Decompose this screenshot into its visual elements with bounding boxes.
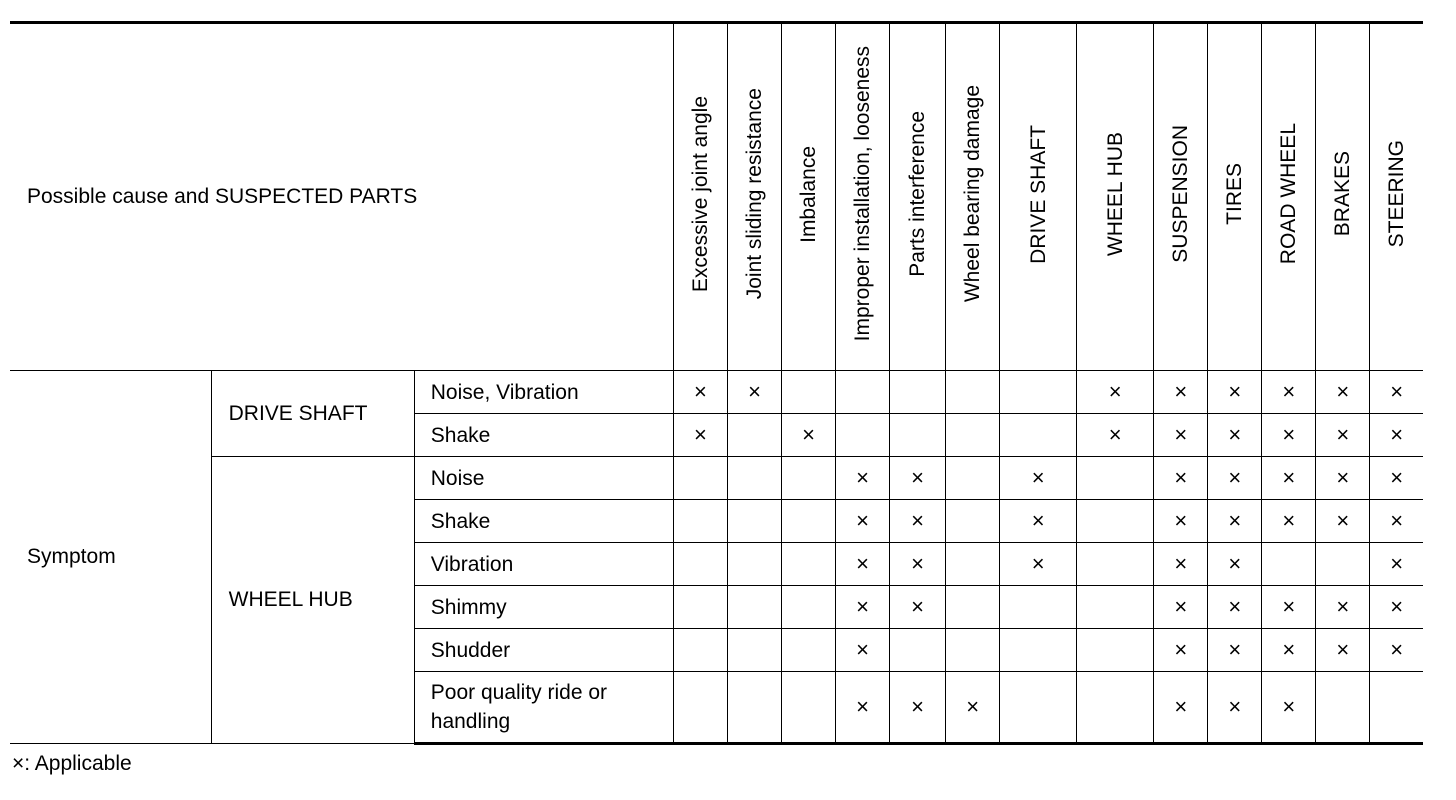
group-label-drive-shaft: DRIVE SHAFT <box>211 371 414 457</box>
applicable-mark: × <box>727 371 781 414</box>
applicable-mark: × <box>1208 543 1262 586</box>
applicable-mark: × <box>1262 371 1316 414</box>
applicable-mark: × <box>890 586 946 629</box>
table-header-title: Possible cause and SUSPECTED PARTS <box>10 23 673 371</box>
empty-cell <box>1000 371 1077 414</box>
column-header-wheel-bearing-damage <box>946 23 1000 371</box>
column-header-improper-installation-looseness <box>836 23 890 371</box>
empty-cell <box>1077 457 1154 500</box>
empty-cell <box>1316 543 1370 586</box>
applicable-mark: × <box>1077 371 1154 414</box>
applicable-mark: × <box>1154 371 1208 414</box>
empty-cell <box>1077 500 1154 543</box>
empty-cell <box>946 457 1000 500</box>
group-label-wheel-hub: WHEEL HUB <box>211 457 414 744</box>
empty-cell <box>673 500 727 543</box>
empty-cell <box>1077 543 1154 586</box>
applicable-mark: × <box>1154 543 1208 586</box>
applicable-mark: × <box>836 629 890 672</box>
applicable-mark: × <box>890 672 946 744</box>
empty-cell <box>946 500 1000 543</box>
applicable-mark: × <box>1370 629 1423 672</box>
column-header-label: SUSPENSION <box>1169 125 1193 263</box>
empty-cell <box>673 457 727 500</box>
empty-cell <box>727 414 781 457</box>
column-header-tires <box>1208 23 1262 371</box>
empty-cell <box>1077 586 1154 629</box>
applicable-mark: × <box>836 500 890 543</box>
empty-cell <box>673 629 727 672</box>
empty-cell <box>727 672 781 744</box>
empty-cell <box>836 414 890 457</box>
column-header-label: Joint sliding resistance <box>743 88 766 300</box>
column-header-label: DRIVE SHAFT <box>1026 124 1050 264</box>
table-row <box>10 457 1423 500</box>
column-header-road-wheel <box>1262 23 1316 371</box>
symptom-row-label: Shudder <box>414 629 673 672</box>
applicable-mark: × <box>1208 500 1262 543</box>
empty-cell <box>1077 672 1154 744</box>
column-header-joint-sliding-resistance <box>727 23 781 371</box>
column-header-suspension <box>1154 23 1208 371</box>
column-header-imbalance <box>782 23 836 371</box>
empty-cell <box>727 457 781 500</box>
applicable-mark: × <box>1316 457 1370 500</box>
applicable-mark: × <box>1370 500 1423 543</box>
applicable-mark: × <box>1000 543 1077 586</box>
applicable-mark: × <box>946 672 1000 744</box>
empty-cell <box>1000 629 1077 672</box>
column-header-steering <box>1370 23 1423 371</box>
applicable-mark: × <box>1262 414 1316 457</box>
empty-cell <box>1000 672 1077 744</box>
empty-cell <box>782 457 836 500</box>
symptom-row-label: Shake <box>414 414 673 457</box>
empty-cell <box>1316 672 1370 744</box>
column-header-wheel-hub <box>1077 23 1154 371</box>
applicable-mark: × <box>836 586 890 629</box>
applicable-mark: × <box>1370 371 1423 414</box>
empty-cell <box>946 543 1000 586</box>
applicable-mark: × <box>1208 629 1262 672</box>
empty-cell <box>836 371 890 414</box>
empty-cell <box>946 414 1000 457</box>
applicable-mark: × <box>1000 500 1077 543</box>
column-header-drive-shaft <box>1000 23 1077 371</box>
empty-cell <box>1000 414 1077 457</box>
applicable-mark: × <box>673 414 727 457</box>
empty-cell <box>727 586 781 629</box>
applicable-mark: × <box>1316 586 1370 629</box>
applicable-mark: × <box>1316 414 1370 457</box>
applicable-mark: × <box>1077 414 1154 457</box>
column-header-label: Parts interference <box>906 111 930 277</box>
applicable-mark: × <box>1370 414 1423 457</box>
applicable-mark: × <box>1370 543 1423 586</box>
column-header-label: Improper installation, looseness <box>851 46 875 342</box>
applicable-mark: × <box>1208 586 1262 629</box>
empty-cell <box>1077 629 1154 672</box>
column-header-label: WHEEL HUB <box>1103 131 1127 257</box>
applicable-mark: × <box>1000 457 1077 500</box>
applicable-mark: × <box>1262 629 1316 672</box>
column-header-label: ROAD WHEEL <box>1277 123 1301 265</box>
applicable-mark: × <box>1262 672 1316 744</box>
empty-cell <box>727 629 781 672</box>
symptom-row-label: Shimmy <box>414 586 673 629</box>
applicable-mark: × <box>1370 457 1423 500</box>
empty-cell <box>890 371 946 414</box>
column-header-label: TIRES <box>1223 163 1247 225</box>
applicable-mark: × <box>1154 586 1208 629</box>
applicable-mark: × <box>836 543 890 586</box>
footnote-legend: ×: Applicable <box>12 752 132 775</box>
applicable-mark: × <box>1208 414 1262 457</box>
empty-cell <box>946 629 1000 672</box>
applicable-mark: × <box>1316 629 1370 672</box>
applicable-mark: × <box>1154 414 1208 457</box>
empty-cell <box>946 586 1000 629</box>
symptom-label: Symptom <box>10 371 211 744</box>
symptom-row-label: Poor quality ride or handling <box>414 672 673 744</box>
applicable-mark: × <box>1154 672 1208 744</box>
empty-cell <box>782 586 836 629</box>
column-header-label: Excessive joint angle <box>688 95 712 293</box>
header-row <box>10 23 1423 371</box>
applicable-mark: × <box>890 543 946 586</box>
empty-cell <box>890 414 946 457</box>
applicable-mark: × <box>890 500 946 543</box>
empty-cell <box>890 629 946 672</box>
column-header-excessive-joint-angle <box>673 23 727 371</box>
applicable-mark: × <box>1370 586 1423 629</box>
empty-cell <box>727 543 781 586</box>
empty-cell <box>782 371 836 414</box>
table-row <box>10 371 1423 414</box>
column-header-label: BRAKES <box>1331 151 1355 237</box>
empty-cell <box>782 629 836 672</box>
applicable-mark: × <box>1208 371 1262 414</box>
applicable-mark: × <box>1316 371 1370 414</box>
column-header-label: STEERING <box>1385 140 1409 248</box>
applicable-mark: × <box>890 457 946 500</box>
applicable-mark: × <box>1208 457 1262 500</box>
applicable-mark: × <box>1262 500 1316 543</box>
symptom-row-label: Vibration <box>414 543 673 586</box>
applicable-mark: × <box>1316 500 1370 543</box>
empty-cell <box>727 500 781 543</box>
symptom-row-label: Shake <box>414 500 673 543</box>
empty-cell <box>673 543 727 586</box>
diagnosis-table <box>10 21 1423 745</box>
applicable-mark: × <box>1262 586 1316 629</box>
empty-cell <box>782 500 836 543</box>
empty-cell <box>673 586 727 629</box>
empty-cell <box>1370 672 1423 744</box>
applicable-mark: × <box>836 672 890 744</box>
empty-cell <box>782 543 836 586</box>
empty-cell <box>1262 543 1316 586</box>
column-header-label: Wheel bearing damage <box>961 85 985 303</box>
applicable-mark: × <box>1154 629 1208 672</box>
column-header-brakes <box>1316 23 1370 371</box>
applicable-mark: × <box>836 457 890 500</box>
applicable-mark: × <box>1208 672 1262 744</box>
applicable-mark: × <box>1154 457 1208 500</box>
empty-cell <box>673 672 727 744</box>
column-header-parts-interference <box>890 23 946 371</box>
empty-cell <box>946 371 1000 414</box>
symptom-row-label: Noise, Vibration <box>414 371 673 414</box>
applicable-mark: × <box>1154 500 1208 543</box>
applicable-mark: × <box>673 371 727 414</box>
symptom-row-label: Noise <box>414 457 673 500</box>
empty-cell <box>1000 586 1077 629</box>
column-header-label: Imbalance <box>797 145 821 243</box>
empty-cell <box>782 672 836 744</box>
applicable-mark: × <box>782 414 836 457</box>
applicable-mark: × <box>1262 457 1316 500</box>
